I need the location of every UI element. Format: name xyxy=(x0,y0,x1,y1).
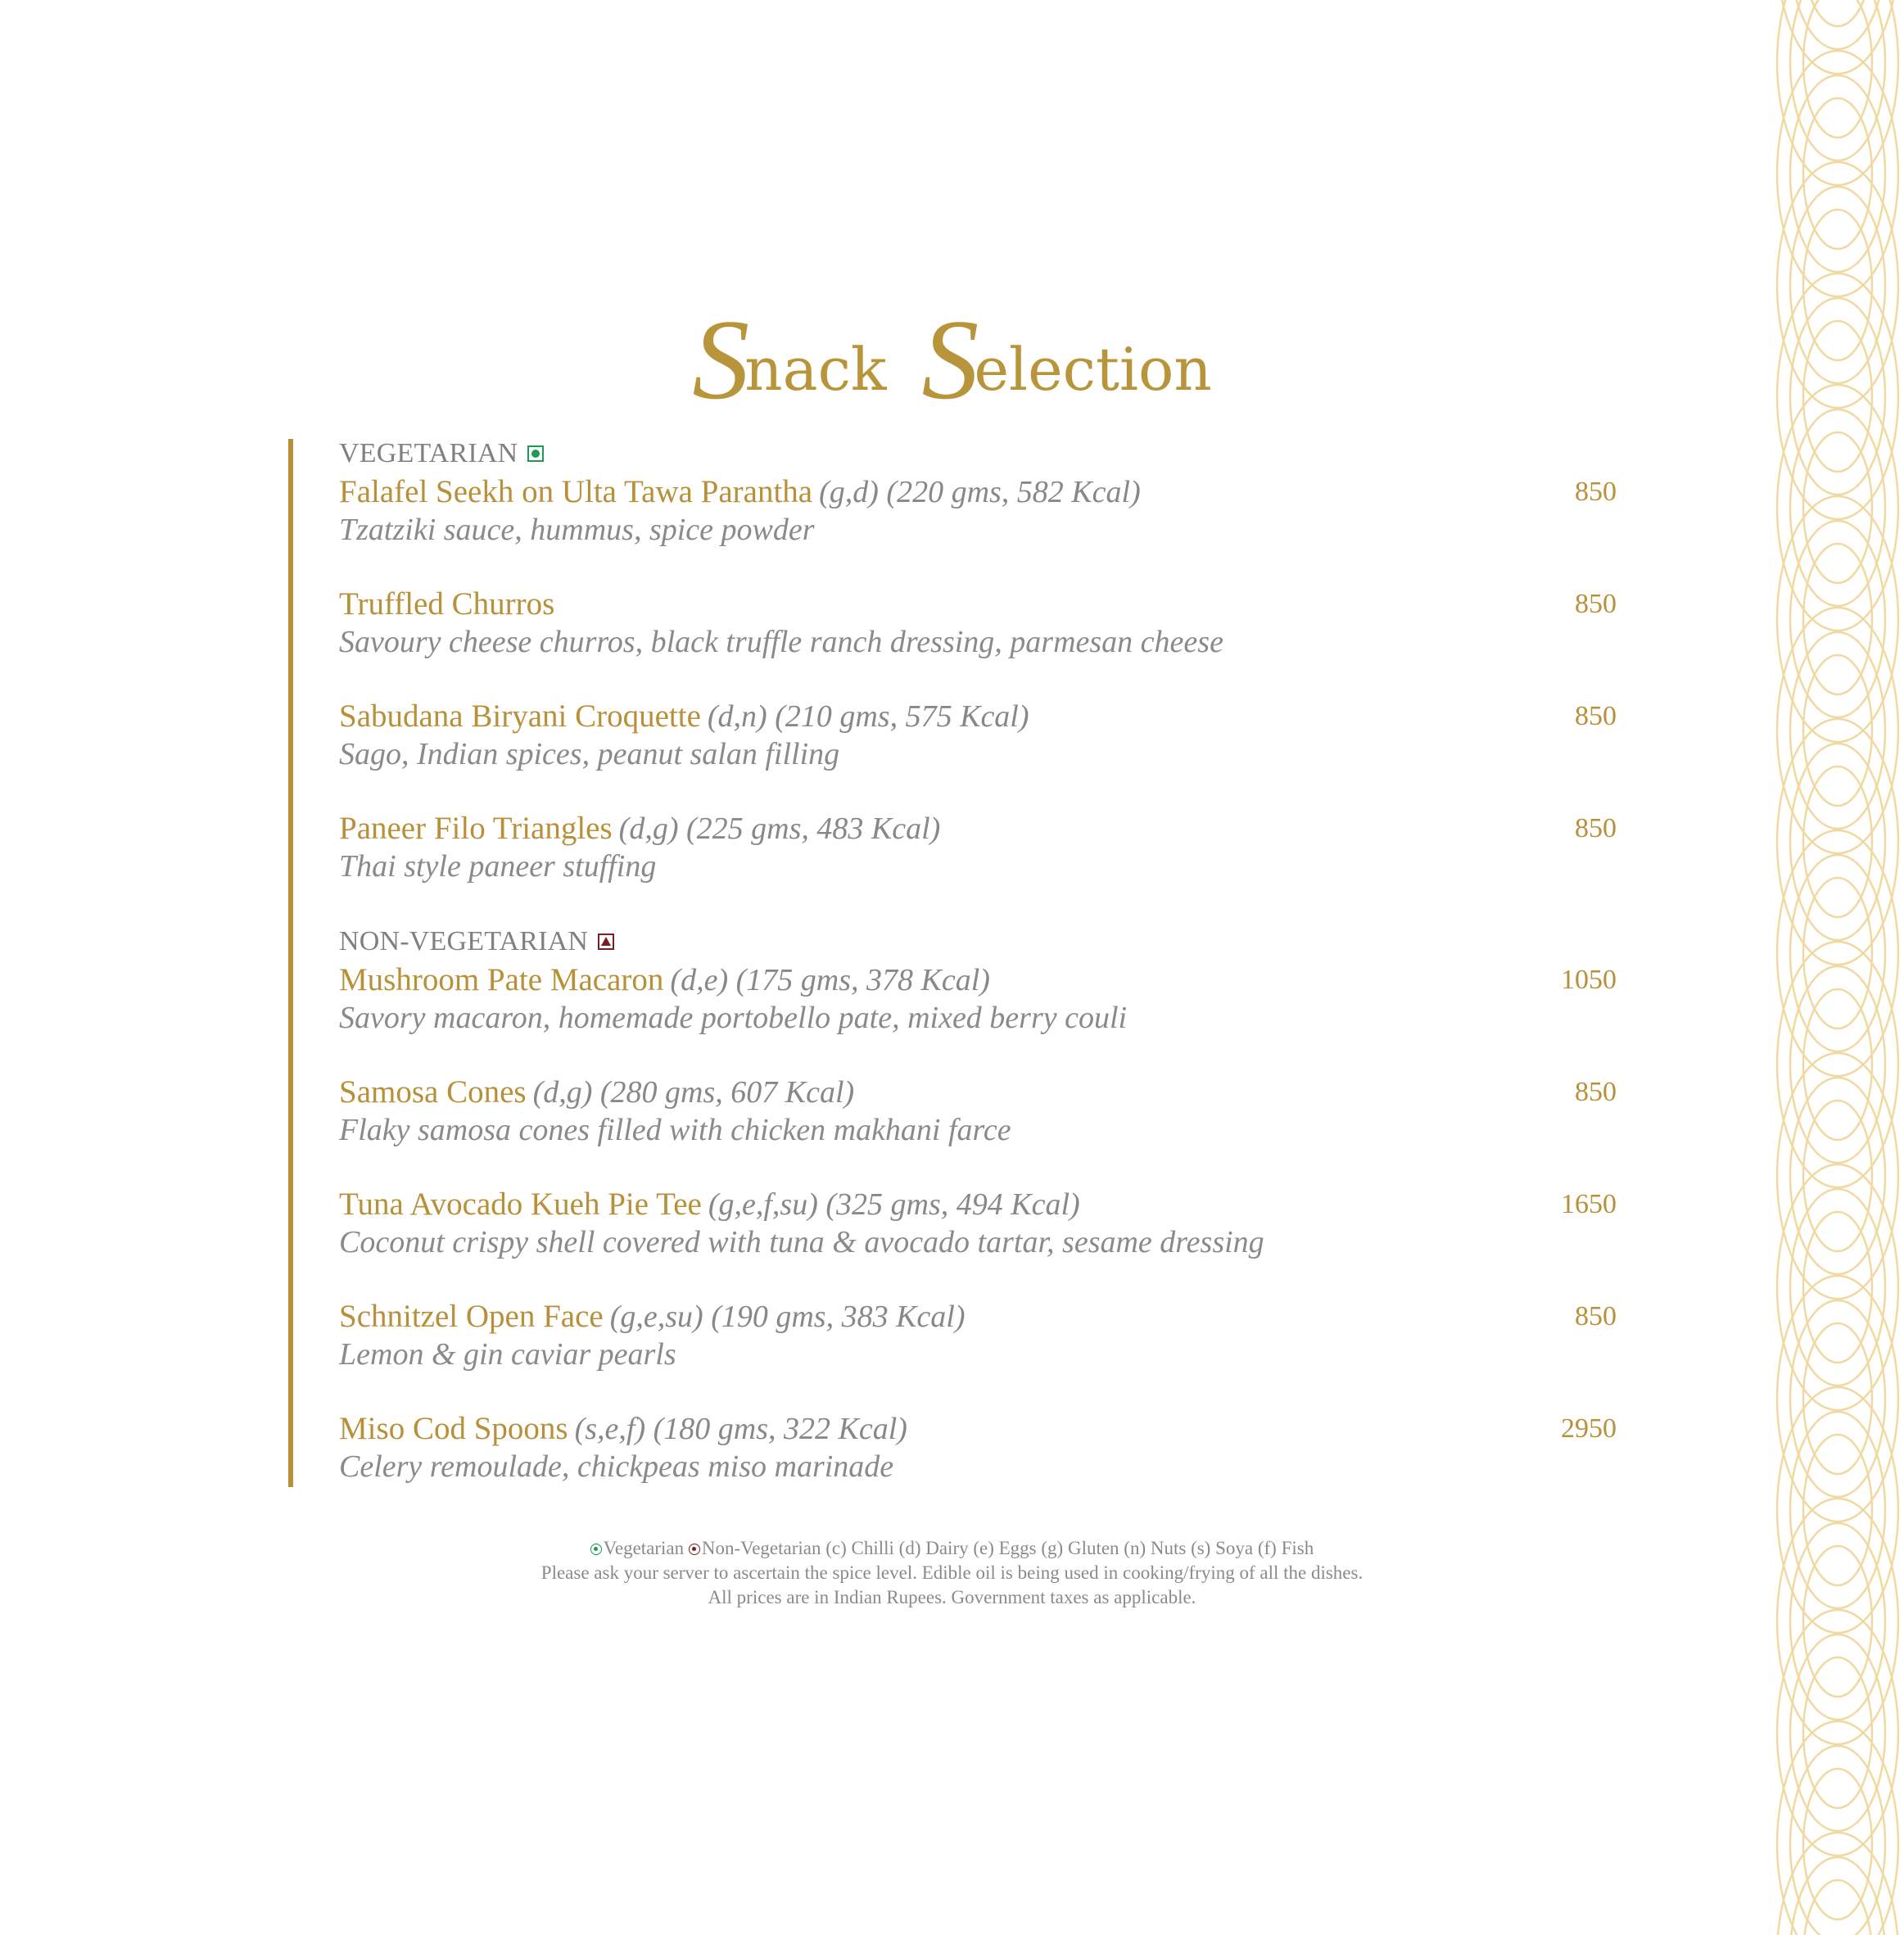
item-description: Flaky samosa cones filled with chicken makhani farce xyxy=(339,1113,1011,1147)
menu-item xyxy=(339,585,1617,661)
menu-item xyxy=(339,1410,1617,1485)
section-heading-text: NON-VEGETARIAN xyxy=(339,926,589,956)
pattern-ring xyxy=(1790,1078,1885,1274)
title-initial-2: S xyxy=(921,296,979,423)
menu-item xyxy=(339,1186,1617,1261)
item-name: Miso Cod Spoons xyxy=(339,1411,568,1446)
pattern-ring xyxy=(1777,1164,1898,1410)
pattern-ring xyxy=(1790,1189,1885,1386)
item-detail: (g,e,f,su) (325 gms, 494 Kcal) xyxy=(708,1187,1080,1222)
item-description: Celery remoulade, chickpeas miso marinade xyxy=(339,1449,894,1484)
pattern-ring xyxy=(1777,0,1898,185)
item-description: Savoury cheese churros, black truffle ranch dressing, parmesan cheese xyxy=(339,625,1223,659)
item-detail: (d,e) (175 gms, 378 Kcal) xyxy=(670,963,990,997)
menu-item xyxy=(339,961,1617,1037)
item-price: 850 xyxy=(1575,1077,1617,1107)
footer-spice-note: Please ask your server to ascertain the spice level. Edible oil is being used in cooking/frying of all the dishes. xyxy=(540,1562,1364,1583)
item-detail: (d,g) (225 gms, 483 Kcal) xyxy=(618,812,941,846)
item-price: 1650 xyxy=(1561,1189,1617,1219)
section-heading-non-vegetarian xyxy=(339,922,1617,961)
pattern-ring xyxy=(1777,1053,1898,1299)
legend-rest-text: Non-Vegetarian (c) Chilli (d) Dairy (e) Eggs (g) Gluten (n) Nuts (s) Soya (f) Fish xyxy=(701,1538,1314,1558)
item-name: Truffled Churros xyxy=(339,586,555,622)
footer-legend xyxy=(0,1536,1904,1561)
pattern-ring xyxy=(1777,719,1898,965)
pattern-ring xyxy=(1777,830,1898,1076)
section-heading-text: VEGETARIAN xyxy=(339,438,518,468)
pattern-ring xyxy=(1777,496,1898,742)
nonveg-mark-icon xyxy=(598,934,614,950)
pattern-ring xyxy=(1790,855,1885,1051)
veg-legend-icon xyxy=(590,1544,602,1555)
footer-notes xyxy=(0,1536,1904,1610)
item-detail: (d,g) (280 gms, 607 Kcal) xyxy=(532,1075,855,1110)
pattern-ring xyxy=(1803,0,1872,26)
item-description: Coconut crispy shell covered with tuna & avocado tartar, sesame dressing xyxy=(339,1225,1264,1259)
item-name: Schnitzel Open Face xyxy=(339,1299,604,1334)
item-description: Thai style paneer stuffing xyxy=(339,849,657,884)
item-name: Falafel Seekh on Ulta Tawa Parantha xyxy=(339,474,813,509)
pattern-ring xyxy=(1790,632,1885,829)
item-detail: (d,n) (210 gms, 575 Kcal) xyxy=(707,699,1029,734)
section-heading-vegetarian xyxy=(339,434,1617,473)
menu-item xyxy=(339,810,1617,885)
item-price: 850 xyxy=(1575,701,1617,731)
item-price: 850 xyxy=(1575,813,1617,843)
item-price: 850 xyxy=(1575,589,1617,619)
pattern-ring xyxy=(1790,75,1885,272)
pattern-ring xyxy=(1777,0,1898,74)
pattern-ring xyxy=(1790,409,1885,606)
pattern-ring xyxy=(1777,942,1898,1187)
item-name: Sabudana Biryani Croquette xyxy=(339,698,701,734)
item-detail: (g,d) (220 gms, 582 Kcal) xyxy=(819,475,1141,509)
pattern-ring xyxy=(1777,51,1898,296)
item-name: Tuna Avocado Kueh Pie Tee xyxy=(339,1187,702,1222)
item-description: Lemon & gin caviar pearls xyxy=(339,1337,676,1372)
title-word-selection xyxy=(921,291,1211,439)
item-name: Paneer Filo Triangles xyxy=(339,811,613,846)
title-word-snack xyxy=(692,291,886,439)
pattern-ring xyxy=(1790,1634,1885,1831)
title-rest-1: nack xyxy=(744,335,887,404)
item-description: Tzatziki sauce, hummus, spice powder xyxy=(339,513,815,547)
menu-item xyxy=(339,473,1617,549)
legend-veg-text: Vegetarian xyxy=(603,1538,685,1558)
veg-mark-icon xyxy=(527,445,544,462)
section-accent-bar xyxy=(288,439,293,1487)
pattern-ring xyxy=(1777,608,1898,853)
title-rest-2: election xyxy=(974,335,1212,404)
item-description: Savory macaron, homemade portobello pate, mixed berry couli xyxy=(339,1001,1128,1035)
item-name: Samosa Cones xyxy=(339,1074,527,1110)
footer-price-note: All prices are in Indian Rupees. Government taxes as applicable. xyxy=(708,1587,1196,1607)
title-initial-1: S xyxy=(692,296,750,423)
item-price: 2950 xyxy=(1561,1413,1617,1444)
item-detail: (s,e,f) (180 gms, 322 Kcal) xyxy=(574,1412,907,1446)
pattern-ring xyxy=(1790,744,1885,940)
nonveg-legend-icon xyxy=(689,1544,700,1555)
pattern-ring xyxy=(1777,1721,1898,1935)
menu-list xyxy=(339,434,1617,1485)
item-name: Mushroom Pate Macaron xyxy=(339,962,664,997)
pattern-ring xyxy=(1777,1499,1898,1744)
item-detail: (g,e,su) (190 gms, 383 Kcal) xyxy=(609,1300,966,1334)
pattern-ring xyxy=(1790,966,1885,1163)
item-price: 850 xyxy=(1575,1301,1617,1331)
pattern-ring xyxy=(1777,1276,1898,1521)
pattern-ring xyxy=(1790,521,1885,717)
pattern-ring xyxy=(1803,0,1872,138)
pattern-ring xyxy=(1803,1880,1872,1935)
menu-item xyxy=(339,698,1617,773)
pattern-ring xyxy=(1790,1300,1885,1497)
pattern-ring xyxy=(1777,1610,1898,1856)
item-price: 1050 xyxy=(1561,965,1617,995)
item-description: Sago, Indian spices, peanut salan filling xyxy=(339,737,840,771)
page-title xyxy=(0,291,1904,430)
menu-item xyxy=(339,1298,1617,1373)
pattern-ring xyxy=(1790,1746,1885,1935)
item-price: 850 xyxy=(1575,477,1617,507)
menu-item xyxy=(339,1074,1617,1149)
